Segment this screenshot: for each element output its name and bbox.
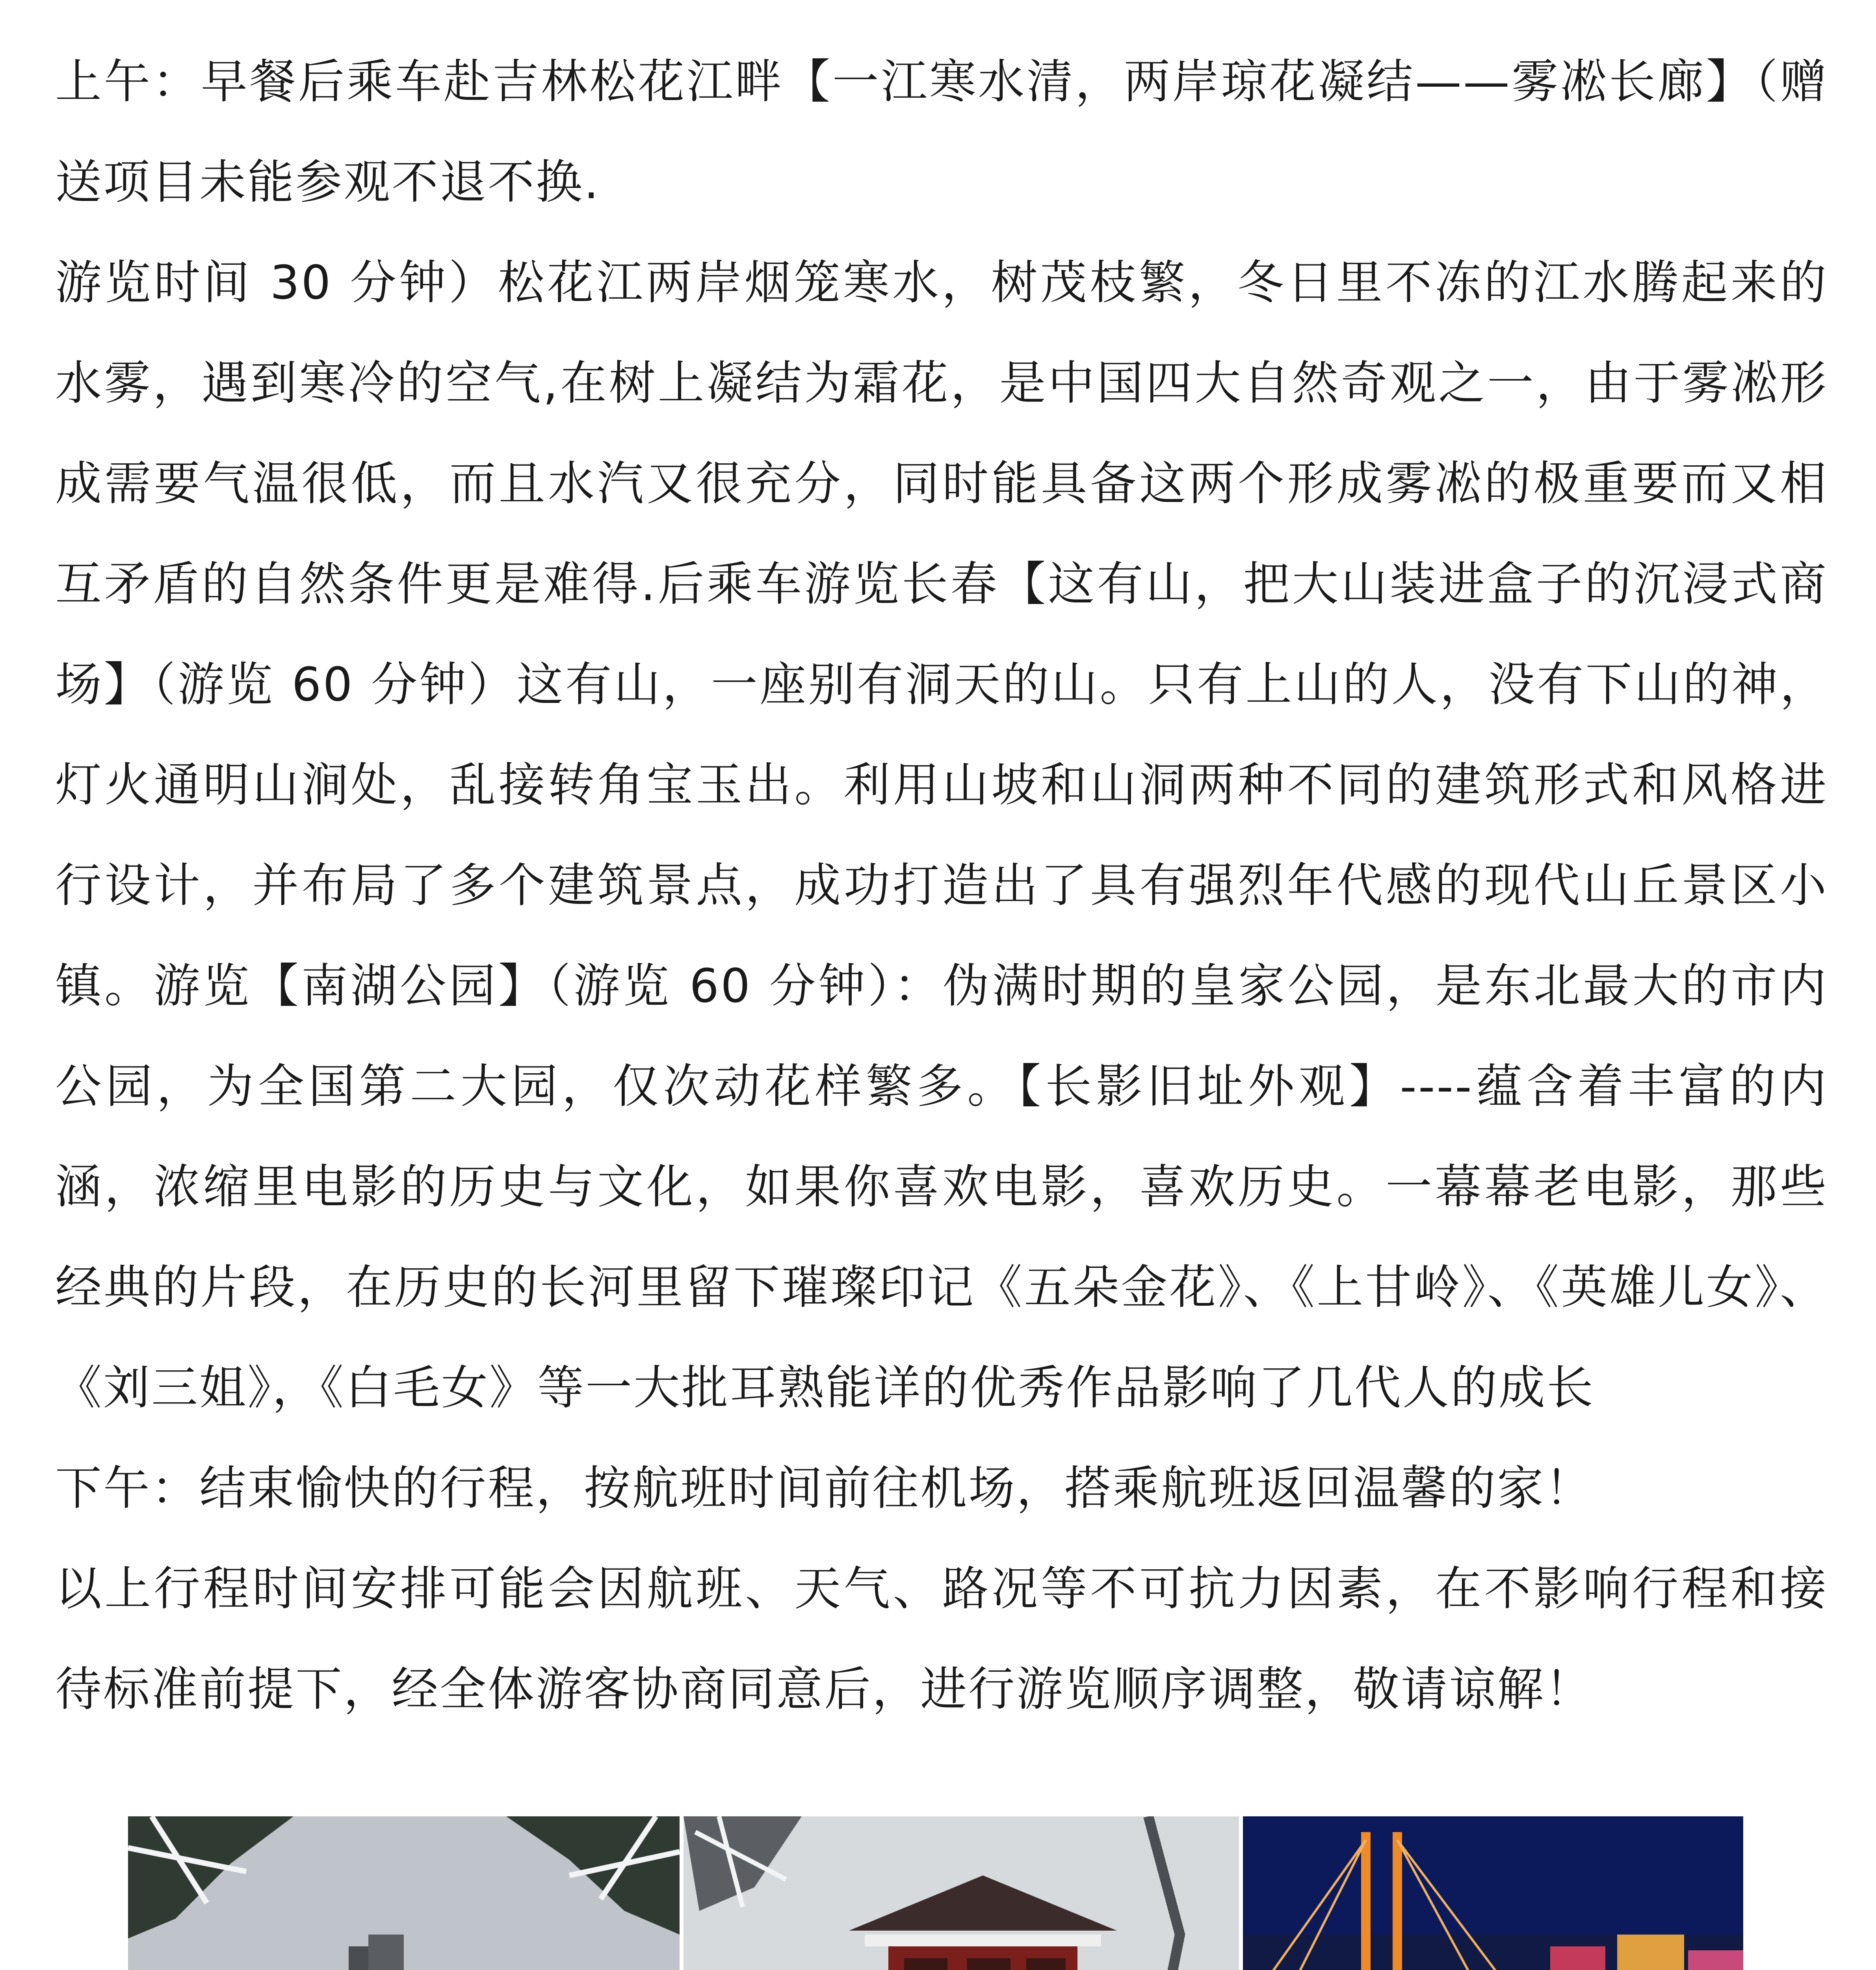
morning-paragraph: 上午：早餐后乘车赴吉林松花江畔【一江寒水清，两岸琼花凝结——雾凇长廊】（赠送项目未能参观不退不换. [55, 54, 1828, 209]
attractions-paragraph: 游览时间 30 分钟）松花江两岸烟笼寒水，树茂枝繁，冬日里不冻的江水腾起来的水雾，遇到寒冷的空气,在树上凝结为霜花，是中国四大自然奇观之一，由于雾凇形成需要气温很低，而且水汽又很充分，同时能具备这两个形成雾凇的极重要而又相互矛盾的自然条件更是难得.后乘车游览长春【这有山，把大山装进盒子的沉浸式商场】（游览 60 分钟）这有山，一座别有洞天的山。只有上山的人，没有下山的神，灯火通明山涧处，乱接转角宝玉出。利用山坡和山洞两种不同的建筑形式和风格进行设计，并布局了多个建筑景点，成功打造出了具有强烈年代感的现代山丘景区小镇。游览【南湖公园】（游览 60 分钟）：伪满时期的皇家公园，是东北最大的市内公园，为全国第二大园，仅次动花样繁多。【长影旧址外观】----蕴含着丰富的内涵，浓缩里电影的历史与文化，如果你喜欢电影，喜欢历史。一幕幕老电影，那些经典的片段，在历史的长河里留下璀璨印记《五朵金花》、《上甘岭》、《英雄儿女》、《刘三姐》，《白毛女》等一大批耳熟能详的优秀作品影响了几代人的成长 [55, 255, 1828, 1415]
snow-pavilion-photo [684, 1816, 1239, 1970]
snow-park-sculpture-photo [128, 1816, 680, 1970]
night-bridge-photo [1243, 1816, 1743, 1970]
photo-strip [128, 1816, 1743, 1970]
afternoon-paragraph: 下午：结束愉快的行程，按航班时间前往机场，搭乘航班返回温馨的家！ [55, 1461, 1594, 1515]
itinerary-text [55, 32, 1828, 1740]
disclaimer-paragraph: 以上行程时间安排可能会因航班、天气、路况等不可抗力因素，在不影响行程和接待标准前提下，经全体游客协商同意后，进行游览顺序调整，敬请谅解！ [55, 1561, 1828, 1716]
